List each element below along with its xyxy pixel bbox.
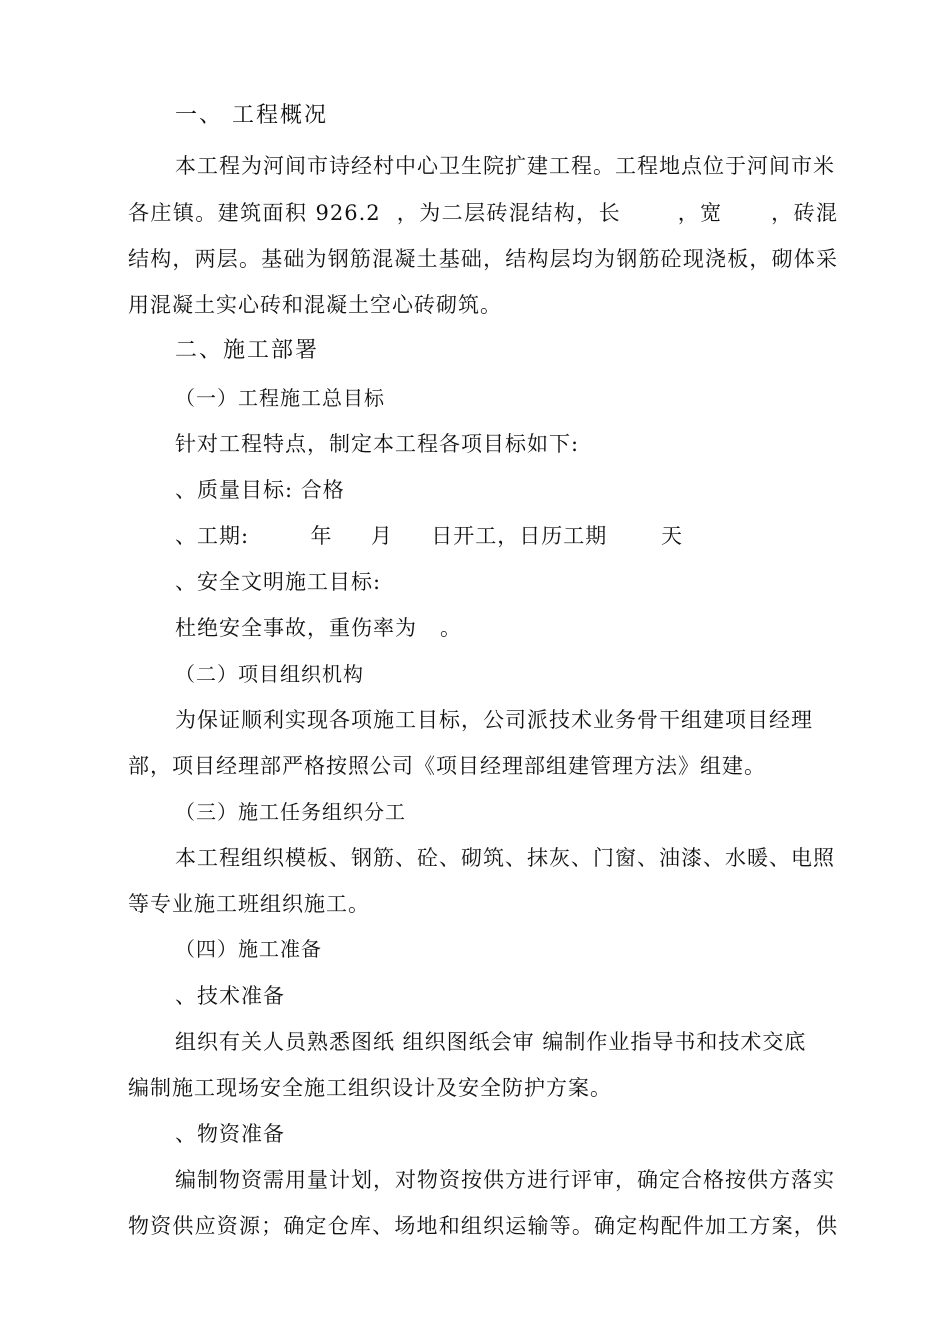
paragraph-line: 等专业施工班组织施工。 bbox=[128, 892, 370, 916]
paragraph-line: 、技术准备 bbox=[175, 984, 285, 1008]
subsection-heading: （一）工程施工总目标 bbox=[175, 386, 385, 410]
subsection-heading: （四）施工准备 bbox=[175, 937, 322, 961]
paragraph-line: 为保证顺利实现各项施工目标，公司派技术业务骨干组建项目经理 bbox=[175, 708, 813, 732]
paragraph-line: 、质量目标: 合格 bbox=[175, 478, 345, 502]
paragraph-line: 物资供应资源；确定仓库、场地和组织运输等。确定构配件加工方案，供 bbox=[128, 1214, 838, 1238]
paragraph-line: 、工期: 年 月 日开工，日历工期 天 bbox=[175, 524, 683, 548]
paragraph-line: 组织有关人员熟悉图纸 组织图纸会审 编制作业指导书和技术交底 bbox=[175, 1030, 807, 1054]
paragraph-line: 各庄镇。建筑面积 926.2 ，为二层砖混结构，长 ，宽 ，砖混 bbox=[128, 201, 838, 225]
paragraph-line: 编制施工现场安全施工组织设计及安全防护方案。 bbox=[128, 1076, 612, 1100]
paragraph-line: 用混凝土实心砖和混凝土空心砖砌筑。 bbox=[128, 293, 502, 317]
subsection-heading: （二）项目组织机构 bbox=[175, 662, 364, 686]
paragraph-line: 、物资准备 bbox=[175, 1122, 285, 1146]
paragraph-line: 编制物资需用量计划，对物资按供方进行评审，确定合格按供方落实 bbox=[175, 1168, 835, 1192]
paragraph-line: 杜绝安全事故，重伤率为 。 bbox=[175, 616, 463, 640]
paragraph-line: 结构，两层。基础为钢筋混凝土基础，结构层均为钢筋砼现浇板，砌体采 bbox=[128, 247, 838, 271]
paragraph-line: 针对工程特点，制定本工程各项目标如下: bbox=[175, 432, 580, 456]
section-heading-overview: 一、 工程概况 bbox=[175, 103, 328, 128]
paragraph-line: 本工程为河间市诗经村中心卫生院扩建工程。工程地点位于河间市米 bbox=[175, 154, 835, 178]
section-heading-deployment: 二、施工部署 bbox=[175, 338, 320, 363]
paragraph-line: 、安全文明施工目标: bbox=[175, 570, 382, 594]
paragraph-line: 部，项目经理部严格按照公司《项目经理部组建管理方法》组建。 bbox=[128, 754, 766, 778]
paragraph-line: 本工程组织模板、钢筋、砼、砌筑、抹灰、门窗、油漆、水暖、电照 bbox=[175, 846, 835, 870]
subsection-heading: （三）施工任务组织分工 bbox=[175, 800, 406, 824]
